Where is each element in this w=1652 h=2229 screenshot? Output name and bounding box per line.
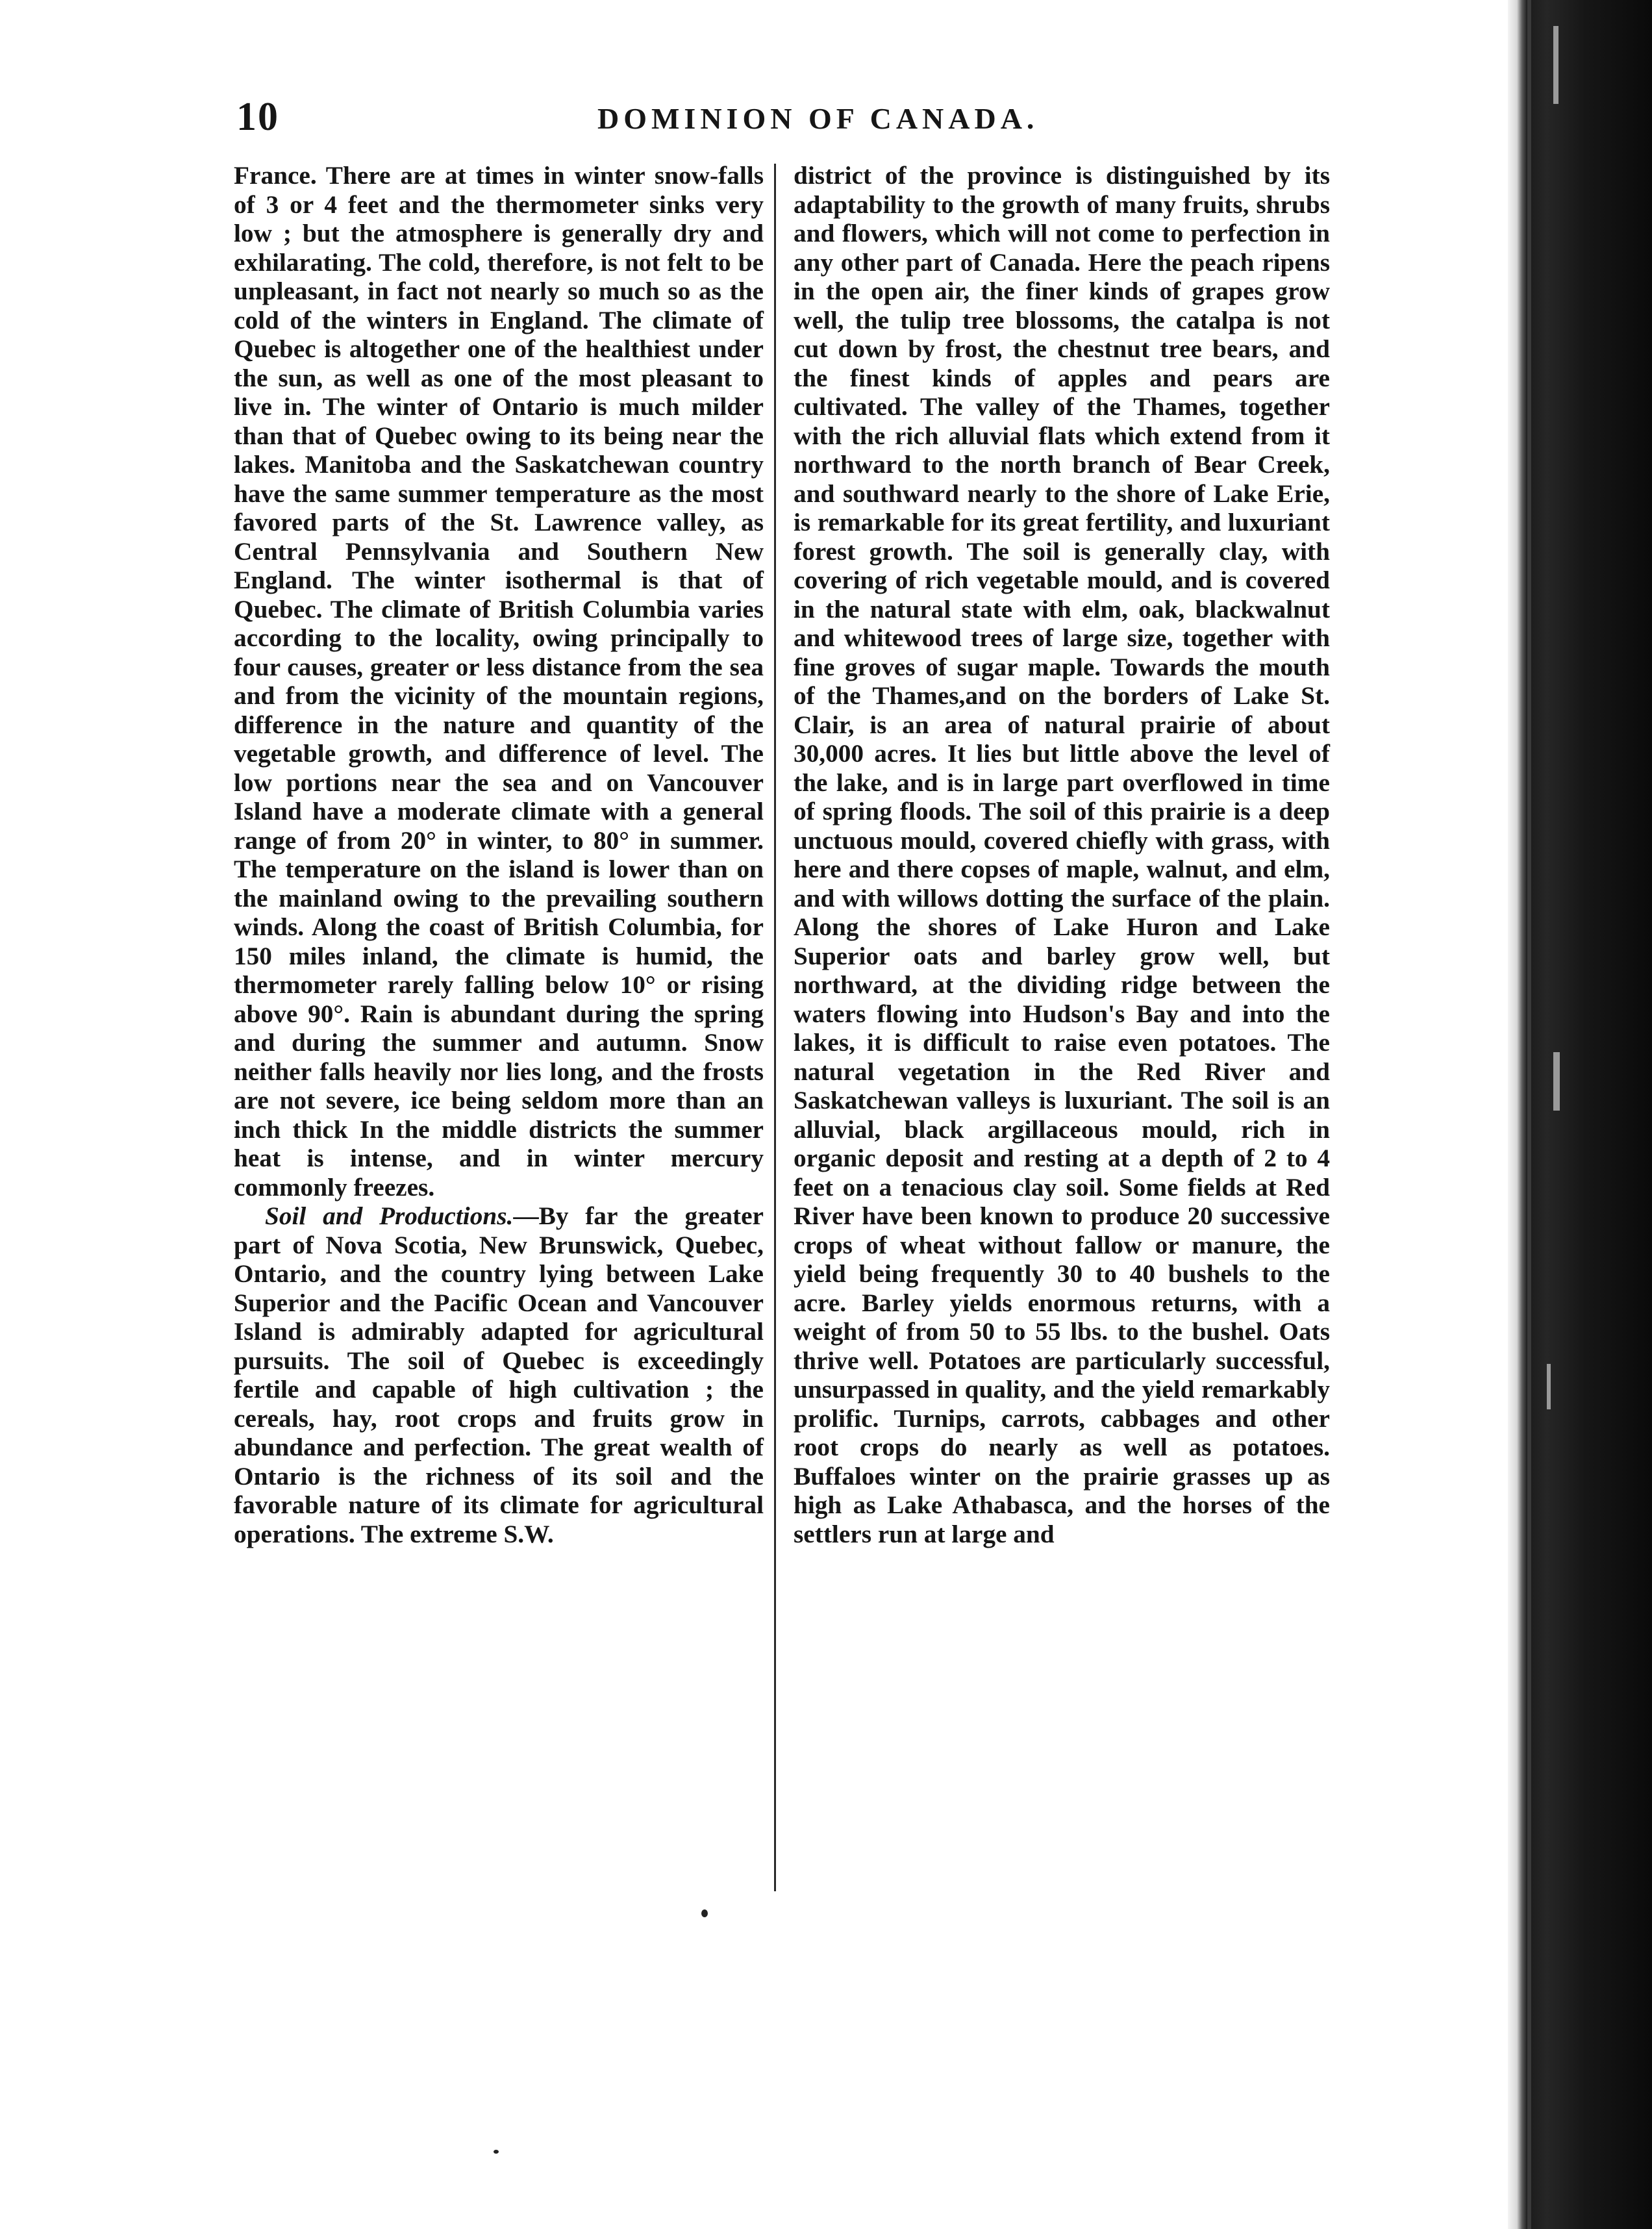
- binding-mark: [1553, 1052, 1560, 1111]
- right-text-column: [794, 161, 1330, 1548]
- body-paragraph: district of the province is distinguished by its adaptability to the growth of many fruits, shrubs and flowers, which will not come to perfection in any other part of Canada. Here the peach ripens in the open air, the finer kinds of grapes grow well, the tulip tree blossoms, the catalpa is not cut down by frost, the chestnut tree bears, and the finest kinds of apples and pears are cultivated. The valley of the Thames, together with the rich alluvial flats which extend from it northward to the north branch of Bear Creek, and southward nearly to the shore of Lake Erie, is remarkable for its great fertility, and luxuriant forest growth. The soil is generally clay, with covering of rich vegetable mould, and is covered in the natural state with elm, oak, blackwalnut and whitewood trees of large size, together with fine groves of sugar maple. Towards the mouth of the Thames,and on the borders of Lake St. Clair, is an area of natural prairie of about 30,000 acres. It lies but little above the level of the lake, and is in large part overflowed in time of spring floods. The soil of this prairie is a deep unctuous mould, covered chiefly with grass, with here and there copses of maple, walnut, and elm, and with willows dotting the surface of the plain. Along the shores of Lake Huron and Lake Superior oats and barley grow well, but northward, at the dividing ridge between the waters flowing into Hudson's Bay and into the lakes, it is difficult to raise even potatoes. The natural vegetation in the Red River and Saskatchewan valleys is luxuriant. The soil is an alluvial, black argillaceous mould, rich in organic deposit and resting at a depth of 2 to 4 feet on a tenacious clay soil. Some fields at Red River have been known to produce 20 successive crops of wheat without fallow or manure, the yield being frequently 30 to 40 bushels to the acre. Barley yields enormous returns, with a weight of from 50 to 55 lbs. to the bushel. Oats thrive well. Potatoes are particularly successful, unsurpassed in quality, and the yield remarkably prolific. Turnips, carrots, cabbages and other root crops do nearly as well as potatoes. Buffaloes winter on the prairie grasses up as high as Lake Athabasca, and the horses of the settlers run at large and: [794, 161, 1330, 1548]
- scanned-book-edge: [1508, 0, 1652, 2229]
- print-speck: [701, 1909, 708, 1917]
- section-heading: Soil and Productions.: [265, 1202, 514, 1230]
- print-speck: [494, 2150, 499, 2154]
- column-divider: [774, 164, 776, 1891]
- section-paragraph: [234, 1202, 764, 1548]
- left-text-column: [234, 161, 764, 1548]
- running-head: DOMINION OF CANADA.: [597, 102, 1039, 135]
- binding-mark: [1553, 26, 1558, 104]
- section-text: —By far the greater part of Nova Scotia, New Brunswick, Quebec, Ontario, and the country lying between Lake Superior and the Pacific Ocean and Vancouver Island is admirably adapted for agricultural pursuits. The soil of Quebec is exceedingly fertile and capable of high cultivation ; the cereals, hay, root crops and fruits grow in abundance and perfection. The great wealth of Ontario is the richness of its soil and the favorable nature of its climate for agricultural operations. The extreme S.W.: [234, 1202, 764, 1548]
- binding-mark: [1547, 1364, 1551, 1409]
- body-paragraph: France. There are at times in winter snow-falls of 3 or 4 feet and the thermometer sinks very low ; but the atmosphere is generally dry and exhilarating. The cold, therefore, is not felt to be unpleasant, in fact not nearly so much so as the cold of the winters in England. The climate of Quebec is altogether one of the healthiest under the sun, as well as one of the most pleasant to live in. The winter of Ontario is much milder than that of Quebec owing to its being near the lakes. Manitoba and the Saskatchewan country have the same summer temperature as the most favored parts of the St. Lawrence valley, as Central Pennsylvania and Southern New England. The winter isothermal is that of Quebec. The climate of British Columbia varies according to the locality, owing principally to four causes, greater or less distance from the sea and from the vicinity of the mountain regions, difference in the nature and quantity of the vegetable growth, and difference of level. The low portions near the sea and on Vancouver Island have a moderate climate with a general range of from 20° in winter, to 80° in summer. The temperature on the island is lower than on the mainland owing to the prevailing southern winds. Along the coast of British Columbia, for 150 miles inland, the climate is humid, the thermometer rarely falling below 10° or rising above 90°. Rain is abundant during the spring and during the summer and autumn. Snow neither falls heavily nor lies long, and the frosts are not severe, ice being seldom more than an inch thick In the middle districts the summer heat is intense, and in winter mercury commonly freezes.: [234, 161, 764, 1202]
- page-number: 10: [236, 95, 279, 139]
